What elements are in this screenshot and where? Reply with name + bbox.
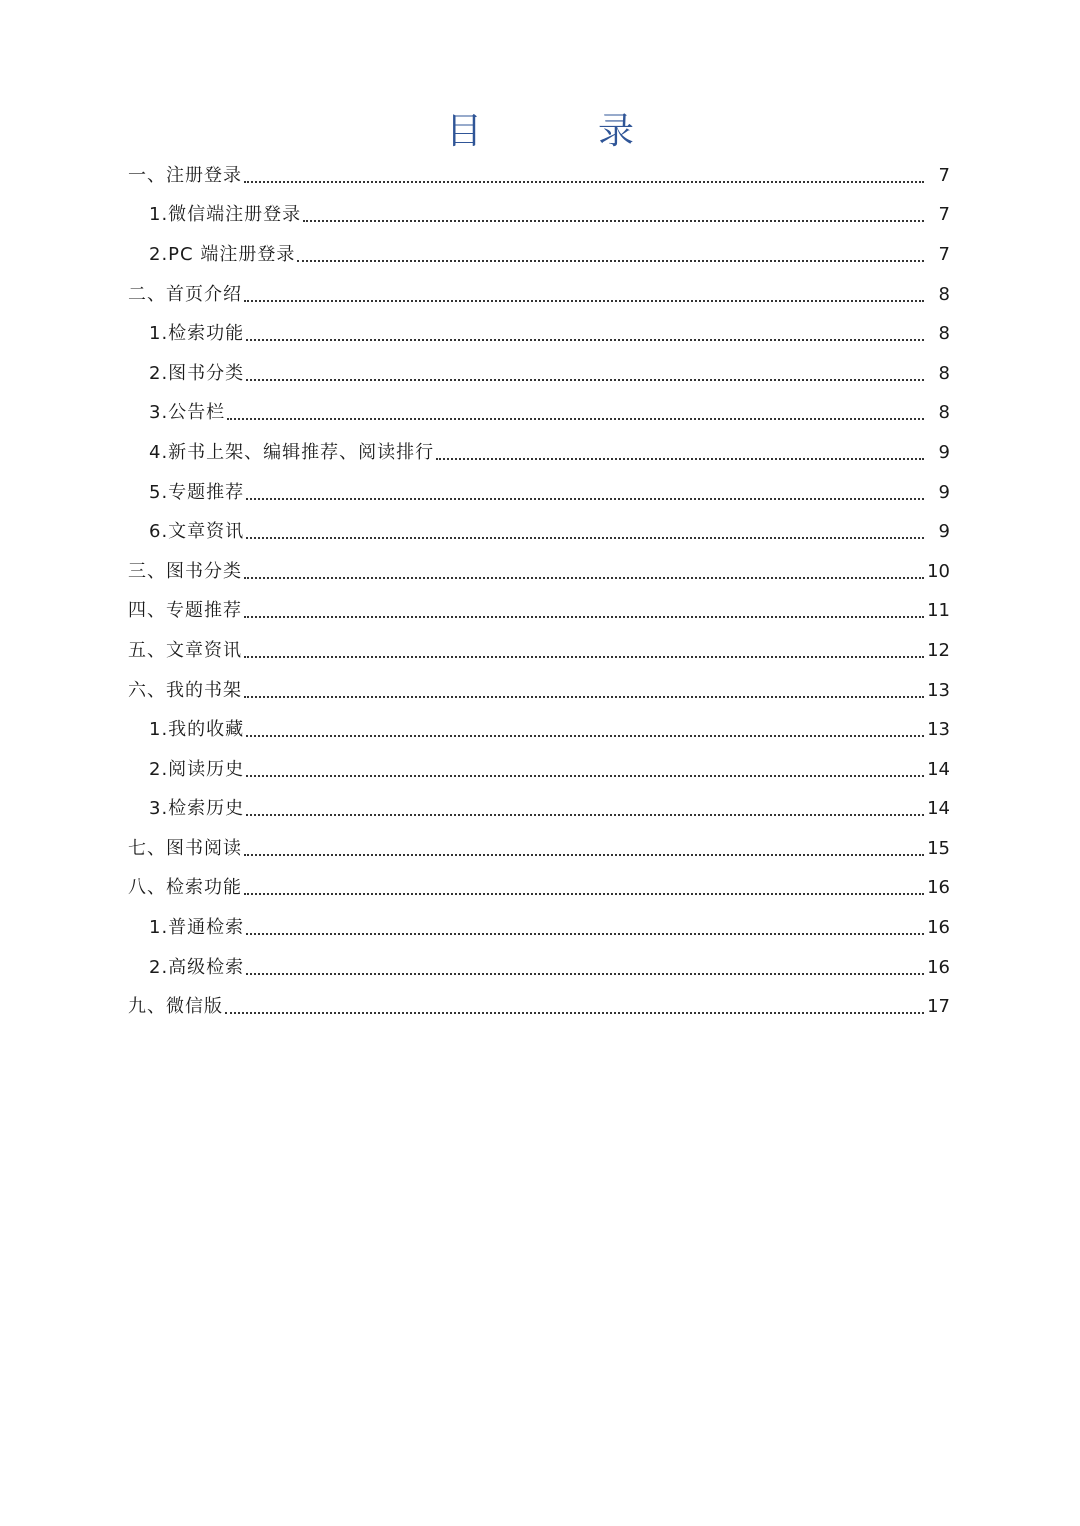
dot-leader (246, 537, 924, 539)
toc-section-entry[interactable] (0, 512, 1080, 552)
toc-chapter-entry[interactable] (0, 552, 1080, 592)
toc-entry-label: 2.高级检索 (149, 956, 245, 978)
toc-entry-label: 六、我的书架 (128, 679, 242, 701)
toc-entry-page-number: 8 (938, 323, 950, 345)
dot-leader (244, 854, 924, 856)
toc-section-entry[interactable] (0, 433, 1080, 473)
toc-entry-label: 四、专题推荐 (128, 600, 242, 622)
dot-leader (246, 498, 924, 500)
toc-chapter-entry[interactable] (0, 869, 1080, 909)
toc-entry-label: 1.我的收藏 (149, 719, 245, 741)
dot-leader (227, 418, 924, 420)
toc-chapter-entry[interactable] (0, 156, 1080, 196)
toc-section-entry[interactable] (0, 790, 1080, 830)
dot-leader (244, 656, 924, 658)
toc-section-entry[interactable] (0, 354, 1080, 394)
dot-leader (244, 893, 924, 895)
toc-title: 目 录 (445, 111, 674, 152)
toc-entry-page-number: 7 (938, 204, 950, 226)
toc-section-entry[interactable] (0, 314, 1080, 354)
toc-entry-label: 五、文章资讯 (128, 639, 242, 661)
dot-leader (244, 616, 924, 618)
toc-entry-page-number: 9 (938, 521, 950, 543)
toc-chapter-entry[interactable] (0, 987, 1080, 1027)
dot-leader (225, 1012, 924, 1014)
toc-entry-page-number: 15 (927, 837, 950, 859)
toc-entry-page-number: 14 (927, 758, 950, 780)
toc-entry-label: 6.文章资讯 (149, 521, 245, 543)
dot-leader (246, 339, 924, 341)
toc-entry-page-number: 7 (938, 164, 950, 186)
dot-leader (246, 379, 924, 381)
toc-entry-page-number: 11 (927, 600, 950, 622)
toc-section-entry[interactable] (0, 948, 1080, 988)
toc-chapter-entry[interactable] (0, 829, 1080, 869)
dot-leader (244, 300, 924, 302)
toc-chapter-entry[interactable] (0, 631, 1080, 671)
toc-section-entry[interactable] (0, 196, 1080, 236)
toc-entry-page-number: 7 (938, 243, 950, 265)
toc-entry-page-number: 9 (938, 481, 950, 503)
toc-entry-page-number: 17 (927, 996, 950, 1018)
toc-entry-page-number: 14 (927, 798, 950, 820)
toc-entry-label: 3.检索历史 (149, 798, 245, 820)
toc-entry-page-number: 8 (938, 362, 950, 384)
toc-entry-label: 九、微信版 (128, 996, 223, 1018)
toc-section-entry[interactable] (0, 473, 1080, 513)
dot-leader (246, 735, 924, 737)
dot-leader (244, 696, 924, 698)
toc-entry-label: 1.微信端注册登录 (149, 204, 302, 226)
toc-entry-label: 1.普通检索 (149, 917, 245, 939)
toc-entry-page-number: 8 (938, 402, 950, 424)
toc-entry-label: 三、图书分类 (128, 560, 242, 582)
dot-leader (244, 577, 924, 579)
toc-entry-page-number: 8 (938, 283, 950, 305)
toc-chapter-entry[interactable] (0, 275, 1080, 315)
toc-entry-label: 5.专题推荐 (149, 481, 245, 503)
toc-entry-label: 3.公告栏 (149, 402, 226, 424)
toc-entry-page-number: 16 (927, 877, 950, 899)
toc-entry-label: 2.图书分类 (149, 362, 245, 384)
toc-entry-page-number: 13 (927, 719, 950, 741)
toc-entry-label: 八、检索功能 (128, 877, 242, 899)
toc-entry-label: 一、注册登录 (128, 164, 242, 186)
toc-entry-label: 1.检索功能 (149, 323, 245, 345)
toc-section-entry[interactable] (0, 710, 1080, 750)
toc-chapter-entry[interactable] (0, 592, 1080, 632)
toc-entry-page-number: 16 (927, 917, 950, 939)
dot-leader (246, 814, 924, 816)
dot-leader (297, 260, 924, 262)
toc-entry-page-number: 13 (927, 679, 950, 701)
toc-list (0, 156, 1080, 1027)
toc-entry-page-number: 12 (927, 639, 950, 661)
toc-section-entry[interactable] (0, 394, 1080, 434)
dot-leader (246, 933, 924, 935)
toc-entry-label: 2.阅读历史 (149, 758, 245, 780)
toc-chapter-entry[interactable] (0, 671, 1080, 711)
toc-section-entry[interactable] (0, 908, 1080, 948)
toc-entry-label: 二、首页介绍 (128, 283, 242, 305)
dot-leader (246, 775, 924, 777)
toc-entry-label: 七、图书阅读 (128, 837, 242, 859)
dot-leader (303, 220, 924, 222)
dot-leader (244, 181, 924, 183)
dot-leader (436, 458, 924, 460)
toc-entry-page-number: 9 (938, 441, 950, 463)
toc-entry-page-number: 10 (927, 560, 950, 582)
toc-entry-page-number: 16 (927, 956, 950, 978)
toc-section-entry[interactable] (0, 235, 1080, 275)
toc-section-entry[interactable] (0, 750, 1080, 790)
toc-entry-label: 4.新书上架、编辑推荐、阅读排行 (149, 441, 435, 463)
dot-leader (246, 973, 924, 975)
toc-entry-label: 2.PC 端注册登录 (149, 243, 296, 265)
